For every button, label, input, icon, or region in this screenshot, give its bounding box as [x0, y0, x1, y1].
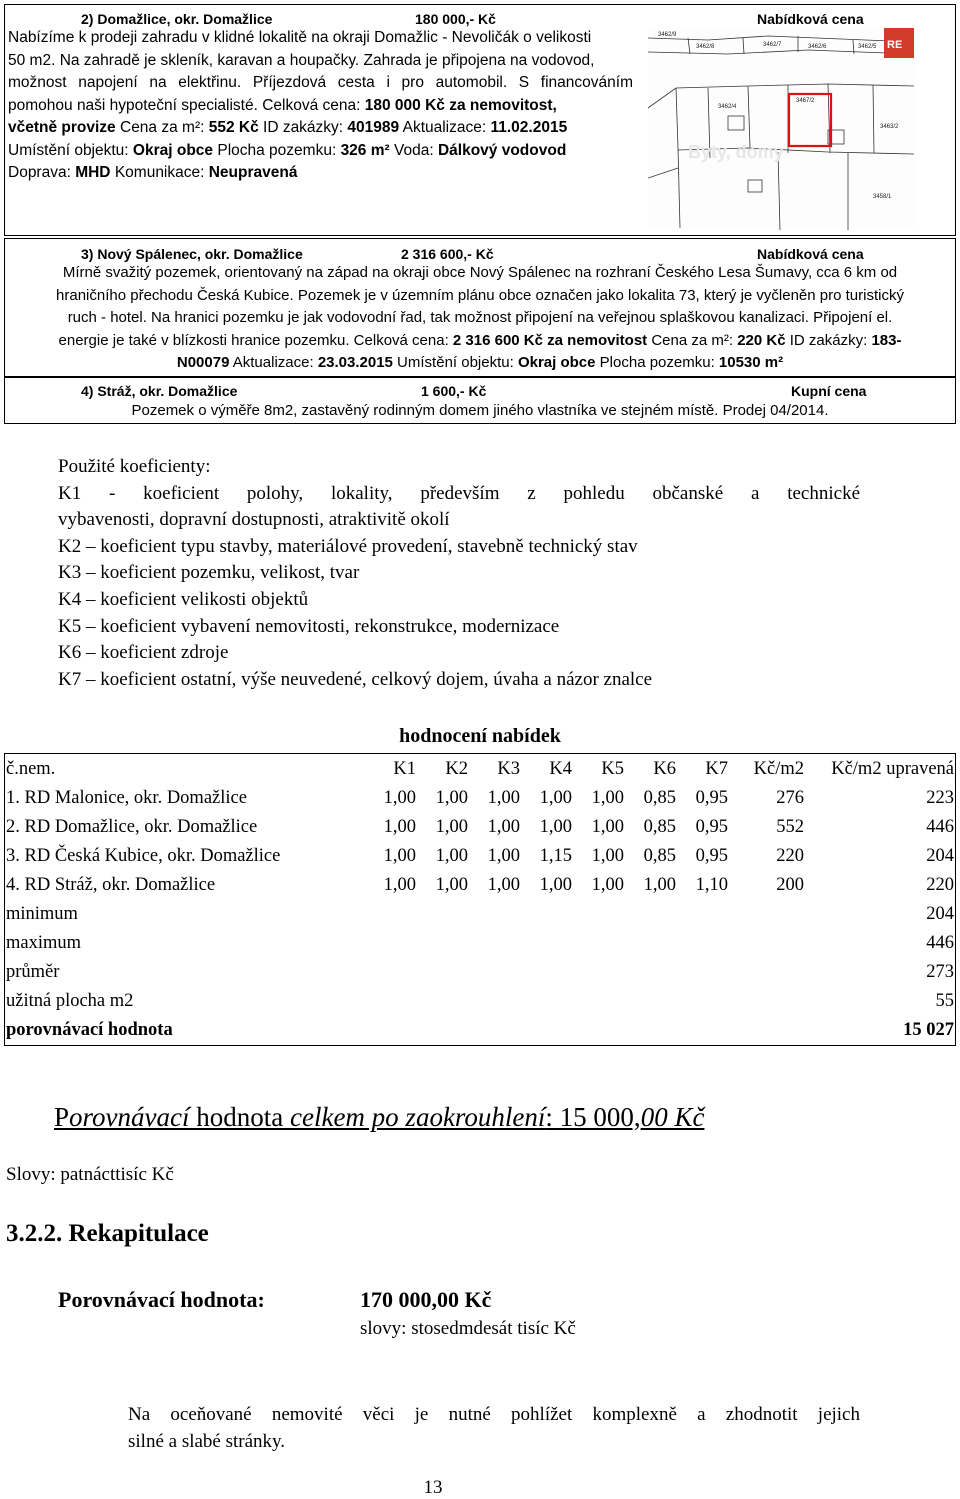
table-header-cell: K2 [445, 759, 468, 779]
transport-value: MHD [75, 164, 111, 181]
summary-row [4, 929, 956, 958]
listing-2-price: 180 000,- Kč [415, 11, 496, 27]
listing-2-price-type: Nabídková cena [757, 11, 864, 27]
table-header-cell: K7 [705, 759, 728, 779]
listing-2-line: možnost napojení na elektřinu. Příjezdová cesta i pro automobil. S financováním [8, 74, 633, 91]
summary-value: 446 [926, 933, 954, 953]
listing-2-location: 2) Domažlice, okr. Domažlice [81, 11, 273, 27]
total-price-label: Celková cena: [257, 96, 365, 114]
table-cell: 1,00 [435, 788, 468, 808]
listing-3-price-type: Nabídková cena [757, 246, 864, 262]
transport-label: Doprava: [8, 164, 76, 181]
listing-2-line: Nabízíme k prodeji zahradu v klidné lokalitě na okraji Domažlic - Nevoličák o velikosti [8, 29, 592, 46]
road-label: Komunikace: [110, 164, 209, 181]
water-value: Dálkový vodovod [437, 141, 567, 159]
table-cell: 1,00 [435, 875, 468, 895]
table-cell: 0,95 [695, 817, 728, 837]
table-cell: 223 [926, 788, 954, 808]
cadastral-map-drawing [648, 28, 914, 230]
coefficient-k4: K4 – koeficient velikosti objektů [58, 588, 309, 610]
water-label: Voda: [389, 141, 438, 159]
coefficient-k6: K6 – koeficient zdroje [58, 642, 229, 664]
table-header-cell: K3 [497, 759, 520, 779]
svg-text:Byty, domy: Byty, domy [688, 142, 784, 162]
map-parcel-label: 3462/4 [718, 104, 737, 110]
summary-value: 273 [926, 962, 954, 982]
table-row [4, 784, 956, 813]
table-cell: 204 [926, 846, 954, 866]
table-cell: 1,00 [591, 788, 624, 808]
table-cell: 200 [776, 875, 804, 895]
table-header-cell: Kč/m2 [753, 759, 804, 779]
table-cell: 446 [926, 817, 954, 837]
table-cell: 2. RD Domažlice, okr. Domažlice [6, 817, 258, 837]
road-value: Neupravená [208, 164, 298, 181]
id-value: 401989 [347, 119, 400, 136]
coefficient-k1: K1 - koeficient polohy, lokality, především z pohledu občanské a technické [58, 482, 860, 504]
id-value: 183- [871, 331, 902, 349]
map-parcel-label: 3463/2 [880, 124, 899, 130]
section-heading: 3.2.2. Rekapitulace [6, 1220, 209, 1247]
final-value: 15 027 [806, 1016, 956, 1046]
total-price-label: Celková cena: [349, 331, 453, 349]
map-parcel-label: 3462/5 [858, 44, 877, 50]
table-cell: 1,10 [695, 875, 728, 895]
listing-3-box [4, 238, 956, 377]
listing-3-location: 3) Nový Spálenec, okr. Domažlice [81, 246, 303, 262]
listing-2-line: 50 m2. Na zahradě je skleník, karavan a houpačky. Zahrada je připojena na vodovod, [8, 51, 595, 69]
update-value: 11.02.2015 [490, 119, 568, 136]
table-header-row [4, 755, 956, 784]
listing-4-location: 4) Stráž, okr. Domažlice [81, 383, 238, 399]
listing-2-description [8, 27, 633, 185]
listing-4-box [4, 377, 956, 424]
listing-3-line: hraničního přechodu Česká Kubice. Pozemek je v územním plánu obce označen jako lokalita 73, který je vyčleněn pro turistický [56, 286, 904, 304]
table-cell: 0,85 [643, 846, 676, 866]
table-cell: 1. RD Malonice, okr. Domažlice [6, 788, 247, 808]
words-amount: Slovy: patnácttisíc Kč [6, 1164, 174, 1185]
table-cell: 1,00 [643, 875, 676, 895]
summary-label: průměr [6, 962, 60, 982]
location-label: Umístění objektu: [8, 141, 133, 159]
coefficients-title: Použité koeficienty: [58, 456, 211, 477]
price-per-m2-value: 552 Kč [208, 119, 259, 136]
price-per-m2-value: 220 Kč [737, 331, 786, 349]
table-cell: 220 [926, 875, 954, 895]
listing-2-line: pomohou naši hypoteční specialisté. [8, 96, 258, 114]
page-number: 13 [423, 1477, 443, 1498]
svg-text:RE: RE [887, 39, 903, 51]
table-row [4, 813, 956, 842]
listing-3-line: energie je také v blízkosti hranice pozemku. [58, 331, 350, 349]
table-cell: 276 [776, 788, 804, 808]
table-header-cell: č.nem. [6, 759, 56, 779]
recap-value: 170 000,00 Kč [360, 1287, 492, 1312]
coefficient-k1-cont: vybavenosti, dopravní dostupnosti, atraktivitě okolí [58, 509, 450, 531]
table-cell: 0,85 [643, 817, 676, 837]
table-cell: 220 [776, 846, 804, 866]
map-parcel-label: 3462/6 [808, 44, 827, 50]
plot-area-value: 326 m² [340, 141, 390, 159]
summary-label: minimum [6, 904, 78, 924]
table-cell: 3. RD Česká Kubice, okr. Domažlice [6, 846, 281, 866]
map-parcel-label: 3462/9 [658, 32, 677, 38]
location-value: Okraj obce [517, 354, 596, 371]
rounded-amount: : 15 000, [545, 1102, 641, 1132]
evaluation-title: hodnocení nabídek [399, 725, 561, 747]
update-label: Aktualizace: [229, 354, 318, 371]
recap-words: slovy: stosedmdesát tisíc Kč [360, 1318, 576, 1339]
recap-label: Porovnávací hodnota: [58, 1287, 265, 1312]
coefficient-k5: K5 – koeficient vybavení nemovitosti, rekonstrukce, modernizace [58, 615, 560, 637]
closing-line: silné a slabé stránky. [128, 1431, 286, 1452]
table-cell: 0,95 [695, 788, 728, 808]
location-label: Umístění objektu: [392, 354, 518, 371]
coefficient-k3: K3 – koeficient pozemku, velikost, tvar [58, 562, 360, 584]
final-row [4, 1016, 956, 1046]
table-cell: 1,00 [591, 875, 624, 895]
summary-label: užitná plocha m2 [6, 991, 134, 1011]
table-cell: 1,00 [383, 788, 416, 808]
table-cell: 1,00 [383, 817, 416, 837]
final-label: porovnávací hodnota [4, 1016, 366, 1046]
table-cell: 1,00 [539, 817, 572, 837]
table-row [4, 871, 956, 900]
listing-4-price-type: Kupní cena [791, 383, 867, 399]
id-label: ID zakázky: [785, 331, 872, 349]
table-cell: 1,00 [487, 875, 520, 895]
map-parcel-label: 3462/8 [696, 44, 715, 50]
map-parcel-label: 3458/1 [873, 194, 892, 200]
listing-3-line: Mírně svažitý pozemek, orientovaný na západ na okraji obce Nový Spálenec na rozhraní Českého Lesa Šumavy, cca 6 km od [62, 264, 898, 281]
provize-label: včetně provize [8, 119, 116, 136]
rounded-orovnavaci: orovnávací [69, 1102, 190, 1132]
price-per-m2-label: Cena za m²: [115, 119, 209, 136]
table-cell: 0,85 [643, 788, 676, 808]
coefficient-k7: K7 – koeficient ostatní, výše neuvedené, celkový dojem, úvaha a názor znalce [58, 668, 653, 690]
rounded-celkem: celkem po zaokrouhlení [290, 1102, 546, 1132]
table-header-cell: K1 [393, 759, 416, 779]
table-header-cell: Kč/m2 upravená [831, 759, 954, 779]
rounded-value-line [54, 1102, 704, 1133]
table-cell: 1,00 [591, 817, 624, 837]
summary-value: 204 [926, 904, 954, 924]
table-cell: 552 [776, 817, 804, 837]
map-parcel-label: 3462/7 [763, 42, 782, 48]
table-cell: 1,00 [487, 817, 520, 837]
table-cell: 1,00 [539, 788, 572, 808]
closing-paragraph [128, 1401, 860, 1455]
cadastral-map-image [648, 28, 914, 230]
coefficients-block [58, 454, 860, 693]
summary-label: maximum [6, 933, 82, 953]
map-parcel-label: 3467/2 [796, 98, 815, 104]
update-value: 23.03.2015 [317, 354, 393, 371]
location-value: Okraj obce [132, 141, 214, 159]
coefficient-k2: K2 – koeficient typu stavby, materiálové provedení, stavebně technický stav [58, 535, 638, 557]
table-cell: 0,95 [695, 846, 728, 866]
table-cell: 1,00 [487, 788, 520, 808]
price-per-m2-label: Cena za m²: [647, 331, 738, 349]
listing-4-description: Pozemek o výměře 8m2, zastavěný rodinným domem jiného vlastníka ve stejném místě. Prodej 04/2014. [131, 402, 829, 419]
plot-area-label: Plocha pozemku: [595, 354, 719, 371]
summary-row [4, 958, 956, 987]
total-price-value: 180 000 Kč za nemovitost, [364, 96, 557, 114]
table-cell: 1,00 [539, 875, 572, 895]
id-label: ID zakázky: [258, 119, 348, 136]
table-row [4, 842, 956, 871]
table-header-cell: K4 [549, 759, 572, 779]
table-cell: 1,00 [487, 846, 520, 866]
listing-3-description [7, 262, 953, 375]
rounded-hodnota: hodnota [189, 1102, 290, 1132]
rounded-p: P [54, 1102, 70, 1132]
table-header-cell: K5 [601, 759, 624, 779]
summary-row [4, 900, 956, 929]
table-cell: 1,00 [435, 846, 468, 866]
rounded-kc: 00 Kč [640, 1102, 705, 1132]
summary-value: 55 [935, 991, 954, 1011]
summary-row [4, 987, 956, 1016]
plot-area-label: Plocha pozemku: [213, 141, 341, 159]
listing-3-price: 2 316 600,- Kč [401, 246, 494, 262]
table-cell: 1,00 [383, 846, 416, 866]
listing-4-price: 1 600,- Kč [421, 383, 487, 399]
table-cell: 4. RD Stráž, okr. Domažlice [6, 875, 216, 895]
total-price-value: 2 316 600 Kč za nemovitost [452, 331, 648, 349]
table-cell: 1,00 [591, 846, 624, 866]
plot-area-value: 10530 m² [718, 354, 784, 371]
id-value-cont: N00079 [176, 354, 230, 371]
closing-line: Na oceňované nemovité věci je nutné pohlížet komplexně a zhodnotit jejich [128, 1404, 860, 1425]
listing-3-line: ruch - hotel. Na hranici pozemku je jak vodovodní řad, tak možnost připojení na veřejnou splaškovou kanalizaci. Připojení el. [67, 309, 893, 326]
update-label: Aktualizace: [399, 119, 491, 136]
table-cell: 1,00 [383, 875, 416, 895]
table-cell: 1,00 [435, 817, 468, 837]
table-cell: 1,15 [539, 846, 572, 866]
evaluation-table [4, 755, 956, 1046]
table-header-cell: K6 [653, 759, 676, 779]
